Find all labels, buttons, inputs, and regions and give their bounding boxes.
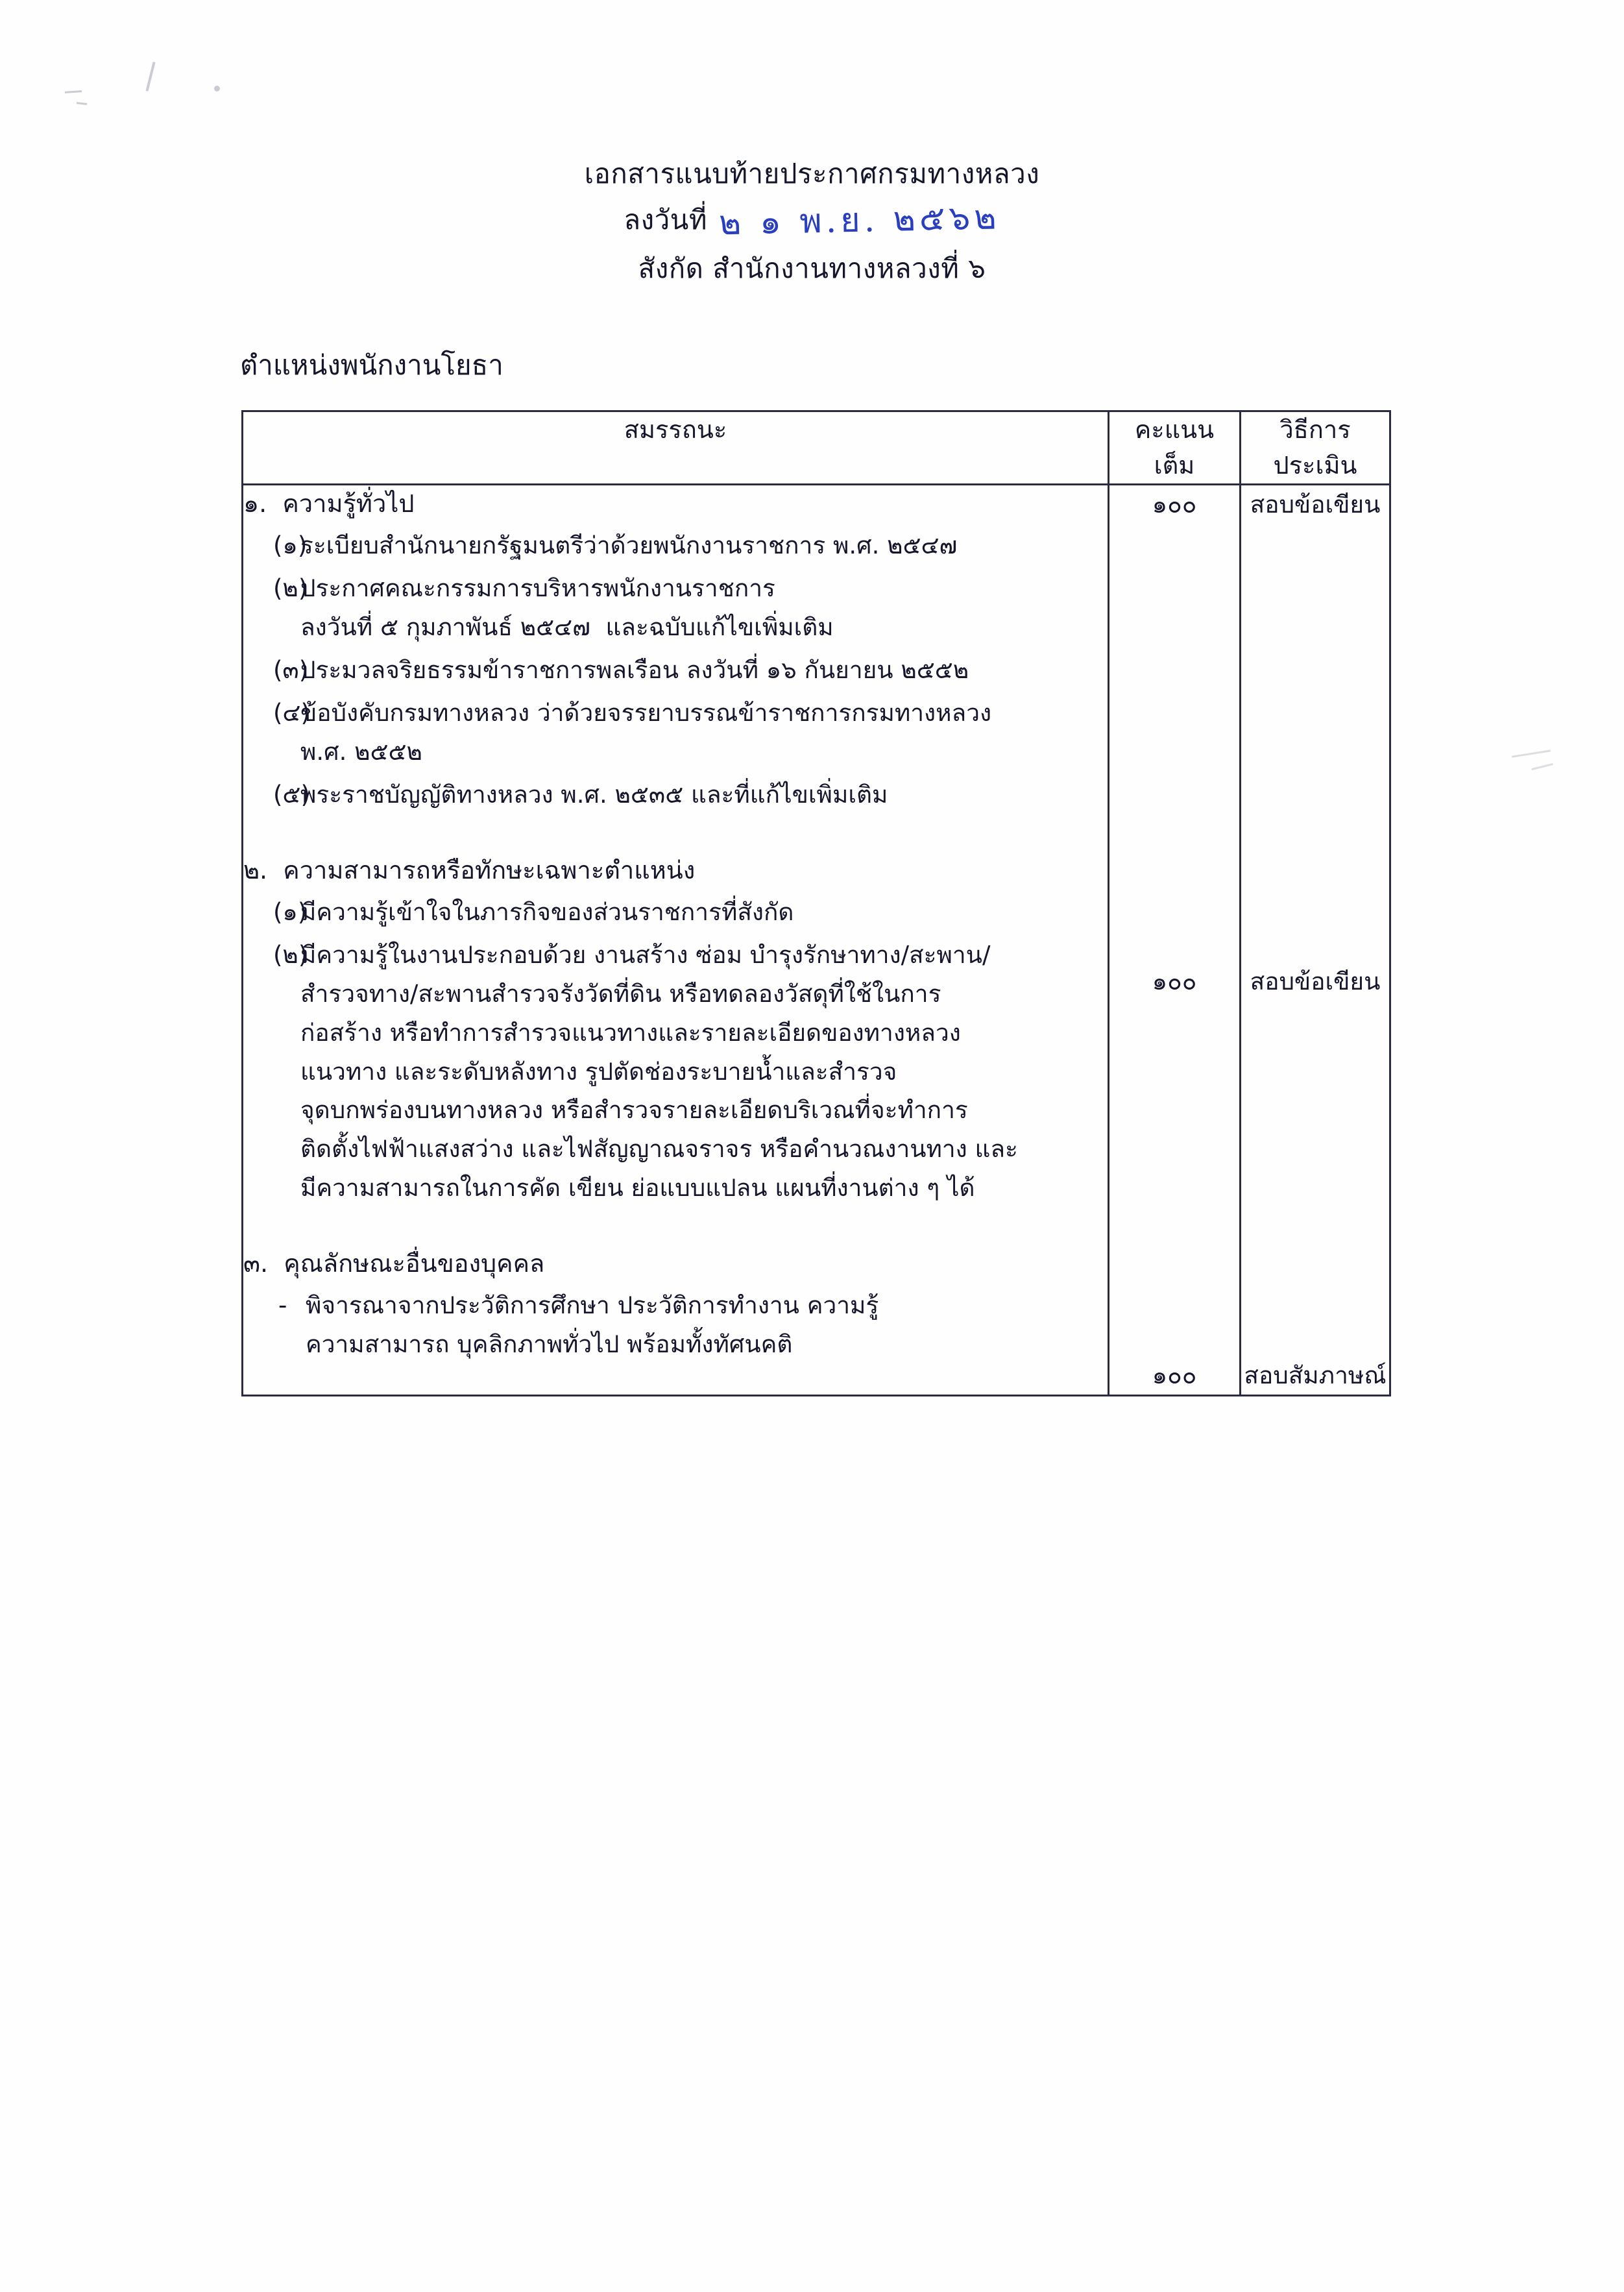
item-line: พิจารณาจากประวัติการศึกษา ประวัติการทำงาน ความรู้ <box>306 1291 879 1320</box>
scan-artifact-icon <box>77 102 87 105</box>
header-date-label: ลงวันที่ <box>624 204 708 236</box>
column-header-score-line1: คะแนน <box>1134 415 1215 444</box>
score-cell <box>1109 485 1241 1396</box>
item-line: แนวทาง และระดับหลังทาง รูปตัดช่องระบายน้ำและสำรวจ <box>300 1057 897 1086</box>
item-marker: - <box>278 1291 287 1320</box>
section-1-item-4 <box>243 694 1108 772</box>
item-body <box>300 936 1108 1208</box>
page-title: ตำแหน่งพนักงานโยธา <box>240 349 503 381</box>
item-marker: (๕) <box>273 780 310 809</box>
scan-artifact-icon <box>65 90 82 93</box>
item-marker: (๒) <box>273 574 308 603</box>
item-line: ความสามารถ บุคลิกภาพทั่วไป พร้อมทั้งทัศนคติ <box>306 1330 793 1359</box>
competency-cell <box>243 485 1109 1396</box>
section-3-method: สอบสัมภาษณ์ <box>1244 1361 1387 1390</box>
section-1-method: สอบข้อเขียน <box>1250 491 1381 519</box>
item-body <box>300 775 1108 814</box>
section-2-item-2 <box>243 936 1108 1208</box>
column-header-method <box>1241 411 1390 485</box>
item-marker: (๓) <box>273 656 309 684</box>
item-line: จุดบกพร่องบนทางหลวง หรือสำรวจรายละเอียดบริเวณที่จะทำการ <box>300 1096 968 1125</box>
item-line: มีความสามารถในการคัด เขียน ย่อแบบแปลน แผนที่งานต่าง ๆ ได้ <box>300 1174 975 1202</box>
scan-artifact-icon <box>145 62 155 91</box>
item-line: มีความรู้ในงานประกอบด้วย งานสร้าง ซ่อม บำรุงรักษาทาง/สะพาน/ <box>300 940 991 969</box>
section-2-method: สอบข้อเขียน <box>1250 968 1381 996</box>
column-header-method-line2: ประเมิน <box>1273 451 1357 480</box>
item-marker: (๒) <box>273 940 308 969</box>
item-line: ข้อบังคับกรมทางหลวง ว่าด้วยจรรยาบรรณข้าราชการกรมทางหลวง <box>300 698 992 727</box>
section-2 <box>243 852 1108 1208</box>
item-line: ประมวลจริยธรรมข้าราชการพลเรือน ลงวันที่ ๑๖ กันยายน ๒๕๕๒ <box>300 656 969 684</box>
item-body <box>300 569 1108 647</box>
section-3-heading: ๓. คุณลักษณะอื่นของบุคคล <box>243 1249 545 1278</box>
table-header <box>243 411 1390 485</box>
method-cell <box>1241 485 1390 1396</box>
section-3-item-1 <box>243 1286 1108 1364</box>
section-2-heading: ๒. ความสามารถหรือทักษะเฉพาะตำแหน่ง <box>243 855 696 884</box>
item-line: ประกาศคณะกรรมการบริหารพนักงานราชการ <box>300 574 775 603</box>
item-line: ติดตั้งไฟฟ้าแสงสว่าง และไฟสัญญาณจราจร หรือคำนวณงานทาง และ <box>300 1135 1018 1164</box>
scan-artifact-icon <box>214 86 220 91</box>
item-marker: (๑) <box>273 897 308 926</box>
table-header-row <box>243 411 1390 485</box>
item-line: พระราชบัญญัติทางหลวง พ.ศ. ๒๕๓๕ และที่แก้ไขเพิ่มเติม <box>300 780 888 809</box>
item-line: ระเบียบสำนักนายกรัฐมนตรีว่าด้วยพนักงานราชการ พ.ศ. ๒๕๔๗ <box>300 531 958 560</box>
scan-artifact-icon <box>1512 750 1551 757</box>
item-body <box>300 526 1108 565</box>
column-header-method-line1: วิธีการ <box>1279 415 1351 444</box>
item-body <box>306 1286 1108 1364</box>
section-3 <box>243 1245 1108 1364</box>
header-date-line <box>624 195 1000 247</box>
section-1-item-1 <box>243 526 1108 565</box>
item-marker: (๔) <box>273 698 310 727</box>
item-body <box>300 694 1108 772</box>
scan-artifact-icon <box>1531 763 1553 770</box>
item-marker: (๑) <box>273 531 308 560</box>
item-line: ลงวันที่ ๕ กุมภาพันธ์ ๒๕๔๗ และฉบับแก้ไขเพิ่มเติม <box>300 613 834 642</box>
header-title-line-1: เอกสารแนบท้ายประกาศกรมทางหลวง <box>584 158 1040 189</box>
section-2-item-1 <box>243 893 1108 932</box>
item-line: มีความรู้เข้าใจในภารกิจของส่วนราชการที่สังกัด <box>300 897 794 926</box>
column-header-score <box>1109 411 1241 485</box>
table-body <box>243 485 1390 1396</box>
item-body <box>300 893 1108 932</box>
header-affiliation-line: สังกัด สำนักงานทางหลวงที่ ๖ <box>638 252 986 284</box>
item-line: ก่อสร้าง หรือทำการสำรวจแนวทางและรายละเอียดของทางหลวง <box>300 1018 961 1047</box>
section-3-score: ๑๐๐ <box>1152 1361 1197 1390</box>
table-row <box>243 485 1390 1396</box>
section-1 <box>243 485 1108 814</box>
section-1-heading: ๑. ความรู้ทั่วไป <box>243 489 415 518</box>
competency-table <box>241 410 1391 1396</box>
date-stamp: ๒ ๑ พ.ย. ๒๕๖๒ <box>718 198 1001 243</box>
section-1-item-2 <box>243 569 1108 647</box>
section-1-score: ๑๐๐ <box>1152 491 1197 519</box>
section-1-item-5 <box>243 775 1108 814</box>
column-header-competency: สมรรถนะ <box>243 411 1109 485</box>
section-2-score: ๑๐๐ <box>1152 968 1197 996</box>
item-line: พ.ศ. ๒๕๕๒ <box>300 737 422 766</box>
column-header-score-line2: เต็ม <box>1154 451 1195 480</box>
document-header <box>0 152 1624 289</box>
item-line: สำรวจทาง/สะพานสำรวจรังวัดที่ดิน หรือทดลองวัสดุที่ใช้ในการ <box>300 979 941 1008</box>
section-1-item-3 <box>243 651 1108 690</box>
item-body <box>300 651 1108 690</box>
